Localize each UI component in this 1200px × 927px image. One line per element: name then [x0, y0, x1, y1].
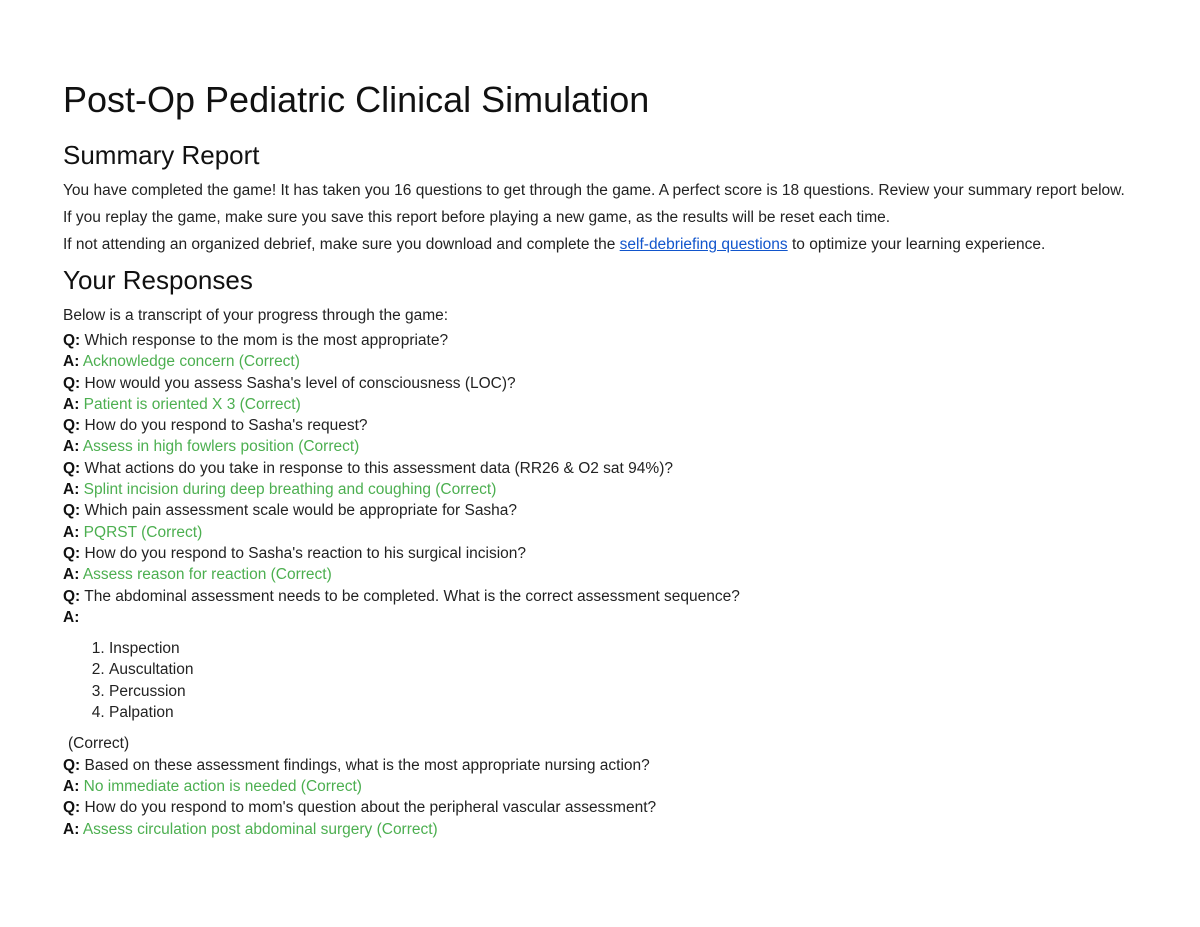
assessment-sequence-list	[63, 638, 1143, 723]
question-row	[63, 415, 1143, 436]
answer-label: A:	[63, 820, 80, 838]
transcript-list	[63, 330, 1143, 840]
question-row	[63, 373, 1143, 394]
answer-row	[63, 522, 1143, 543]
question-row	[63, 500, 1143, 521]
question-label: Q:	[63, 374, 81, 392]
question-row	[63, 458, 1143, 479]
question-text: Which response to the mom is the most appropriate?	[84, 332, 449, 349]
question-label: Q:	[63, 799, 81, 817]
question-label: Q:	[63, 544, 81, 562]
sequence-item: 4. Palpation	[109, 702, 1143, 723]
answer-row	[63, 564, 1143, 585]
answer-label: A:	[63, 353, 80, 371]
replay-warning: If you replay the game, make sure you save this report before playing a new game, as the results will be reset each time.	[63, 209, 891, 226]
question-text: How do you respond to mom's question about the peripheral vascular assessment?	[84, 799, 657, 817]
question-text: How do you respond to Sasha's reaction to his surgical incision?	[84, 544, 527, 562]
sequence-result: (Correct)	[68, 735, 130, 753]
answer-text: Acknowledge concern (Correct)	[82, 353, 300, 371]
answer-row	[63, 351, 1143, 372]
answer-row	[63, 394, 1143, 415]
debrief-note	[63, 234, 1143, 255]
question-row	[63, 586, 1143, 607]
answer-text: Assess reason for reaction (Correct)	[82, 566, 332, 584]
question-text: The abdominal assessment needs to be completed. What is the correct assessment sequence?	[84, 587, 740, 605]
answer-row	[63, 607, 1143, 628]
question-label: Q:	[63, 756, 81, 774]
answer-row	[63, 819, 1143, 840]
question-row	[63, 330, 1143, 351]
answer-label: A:	[63, 523, 80, 541]
sequence-item: 2. Auscultation	[109, 659, 1143, 680]
answer-label: A:	[63, 608, 80, 626]
answer-text: Assess circulation post abdominal surgery (Correct)	[82, 820, 438, 838]
answer-row	[63, 776, 1143, 797]
answer-row	[63, 479, 1143, 500]
report-subtitle: Summary Report	[63, 140, 260, 170]
summary-report-page	[63, 76, 1143, 840]
question-text: How would you assess Sasha's level of consciousness (LOC)?	[84, 374, 516, 392]
transcript-intro: Below is a transcript of your progress through the game:	[63, 307, 449, 324]
completion-message: You have completed the game! It has taken you 16 questions to get through the game. A perfect score is 18 questions. Review your summary report below.	[63, 182, 1125, 199]
answer-label: A:	[63, 566, 80, 584]
answer-row	[63, 436, 1143, 457]
question-row	[63, 755, 1143, 776]
question-label: Q:	[63, 587, 81, 605]
answer-label: A:	[63, 777, 80, 795]
answer-text: Patient is oriented X 3 (Correct)	[83, 395, 301, 413]
answer-label: A:	[63, 481, 80, 499]
sequence-item: 3. Percussion	[109, 681, 1143, 702]
debrief-note-text-end: to optimize your learning experience.	[787, 236, 1046, 253]
answer-text: Splint incision during deep breathing and coughing (Correct)	[83, 481, 497, 499]
question-text: Which pain assessment scale would be appropriate for Sasha?	[84, 502, 518, 520]
responses-heading: Your Responses	[63, 265, 253, 295]
self-debriefing-link[interactable]: self-debriefing questions	[619, 236, 788, 253]
answer-text: Assess in high fowlers position (Correct)	[82, 438, 360, 456]
answer-text: PQRST (Correct)	[83, 523, 203, 541]
question-label: Q:	[63, 332, 81, 349]
question-label: Q:	[63, 502, 81, 520]
answer-text: No immediate action is needed (Correct)	[83, 777, 362, 795]
answer-label: A:	[63, 438, 80, 456]
sequence-item: 1. Inspection	[109, 638, 1143, 659]
question-row	[63, 797, 1143, 818]
question-label: Q:	[63, 459, 81, 477]
question-text: Based on these assessment findings, what is the most appropriate nursing action?	[84, 756, 650, 774]
debrief-note-text: If not attending an organized debrief, make sure you download and complete the	[63, 236, 620, 253]
question-label: Q:	[63, 417, 81, 435]
question-row	[63, 543, 1143, 564]
page-title: Post-Op Pediatric Clinical Simulation	[63, 79, 650, 120]
question-text: How do you respond to Sasha's request?	[84, 417, 368, 435]
answer-label: A:	[63, 395, 80, 413]
question-text: What actions do you take in response to this assessment data (RR26 & O2 sat 94%)?	[84, 459, 673, 477]
